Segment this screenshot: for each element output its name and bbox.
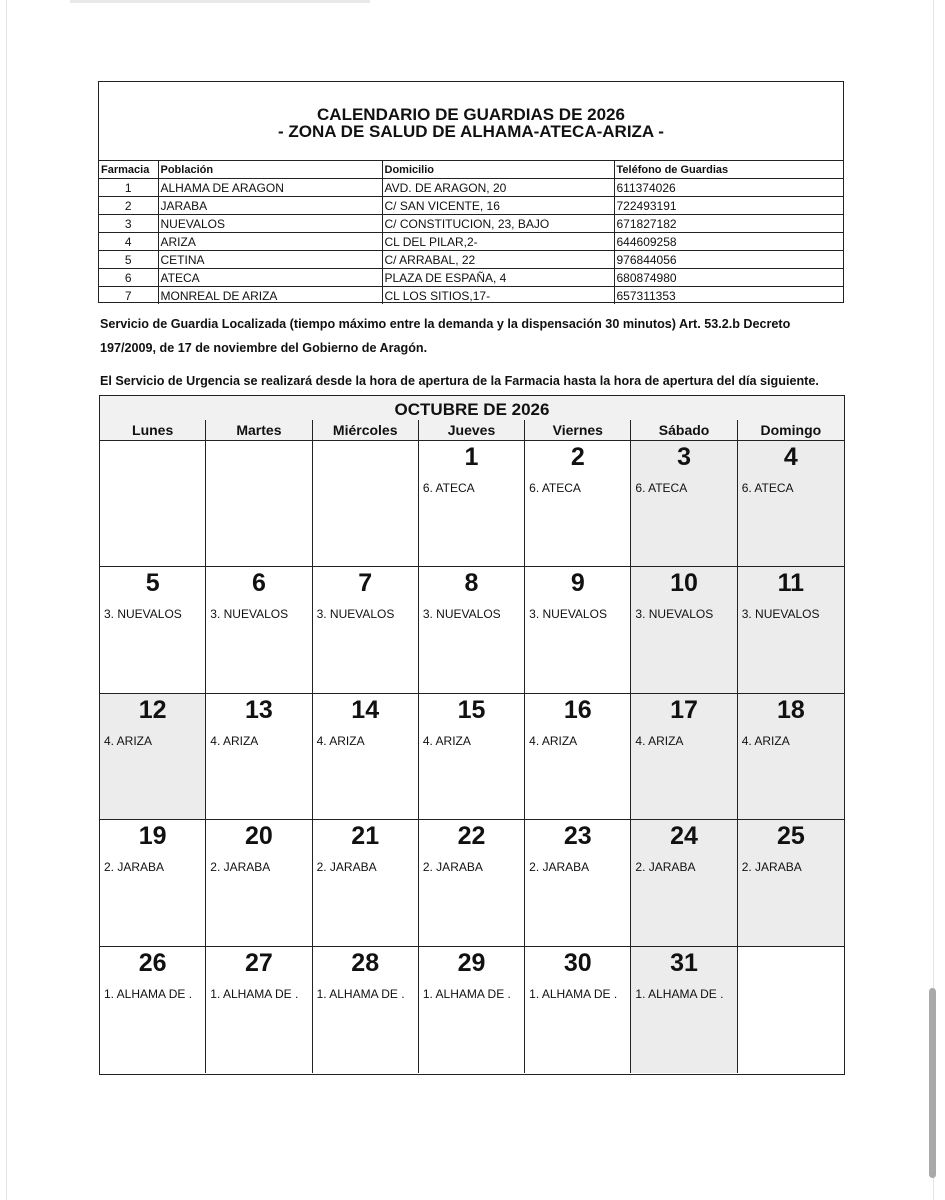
day-number: 15 [457, 695, 486, 724]
day-number: 31 [670, 948, 698, 977]
day-number: 14 [351, 695, 380, 724]
pharmacy-phone: 680874980 [614, 269, 843, 287]
calendar-day-cell [525, 567, 631, 693]
duty-pharmacy: 2. JARABA [422, 860, 483, 875]
pharmacy-number: 4 [99, 233, 158, 251]
guard-service-note-line2: 197/2009, de 17 de noviembre del Gobierno de Aragón. [100, 341, 428, 355]
day-number: 6 [251, 569, 266, 598]
duty-pharmacy: 1. ALHAMA DE . [422, 986, 511, 1001]
day-number: 3 [677, 443, 692, 471]
table-row [99, 179, 843, 197]
duty-pharmacy: 1. ALHAMA DE . [210, 986, 299, 1001]
duty-pharmacy: 1. ALHAMA DE . [104, 986, 193, 1001]
calendar-day-cell [631, 820, 737, 946]
calendar-day-cell [525, 820, 631, 946]
duty-pharmacy: 6. ATECA [741, 481, 794, 495]
schedule-header-box [98, 81, 844, 303]
calendar-day-cell [738, 820, 844, 946]
duty-pharmacy: 6. ATECA [529, 481, 581, 495]
pharmacy-number: 1 [99, 179, 158, 197]
duty-pharmacy: 6. ATECA [422, 481, 475, 495]
calendar-day-cell [206, 694, 312, 820]
duty-pharmacy: 1. ALHAMA DE . [529, 986, 618, 1001]
calendar-day-cell [100, 441, 206, 567]
duty-pharmacy: 3. NUEVALOS [316, 607, 395, 622]
duty-pharmacy: 2. JARABA [316, 860, 377, 875]
calendar-day-cell [525, 947, 631, 1073]
weekday-label: Miércoles [313, 420, 419, 440]
calendar-day-cell [313, 947, 419, 1073]
calendar-day-cell [631, 567, 737, 693]
pharmacy-number: 3 [99, 215, 158, 233]
duty-pharmacy: 6. ATECA [635, 481, 688, 495]
duty-calendar [99, 395, 845, 1075]
weekday-label: Domingo [760, 422, 822, 438]
duty-pharmacy: 3. NUEVALOS [741, 607, 820, 622]
calendar-day-cell [419, 441, 525, 567]
calendar-day-cell [100, 947, 206, 1073]
pharmacy-address: CL LOS SITIOS,17- [382, 287, 614, 305]
day-number: 11 [777, 569, 805, 598]
day-number: 13 [245, 695, 273, 724]
weekday-label: Lunes [100, 420, 206, 440]
pharmacy-town: MONREAL DE ARIZA [158, 287, 382, 305]
column-header-poblacion: Población [158, 161, 382, 179]
day-number: 30 [563, 948, 592, 977]
duty-pharmacy: 4. ARIZA [210, 733, 259, 748]
pharmacy-address: AVD. DE ARAGON, 20 [382, 179, 614, 197]
day-number: 23 [563, 822, 592, 851]
pharmacy-number: 5 [99, 251, 158, 269]
day-number: 8 [464, 569, 479, 598]
scrollbar-thumb[interactable] [929, 988, 936, 1178]
weekday-label: Sábado [631, 420, 737, 440]
duty-pharmacy: 1. ALHAMA DE . [635, 986, 724, 1001]
calendar-day-cell [206, 441, 312, 567]
day-number: 5 [145, 569, 160, 598]
pharmacy-table [99, 160, 843, 304]
column-header-domicilio: Domicilio [382, 161, 614, 179]
pharmacy-address: C/ SAN VICENTE, 16 [382, 197, 614, 215]
day-number: 20 [245, 822, 273, 851]
duty-pharmacy: 4. ARIZA [422, 733, 471, 748]
pharmacy-phone: 644609258 [614, 233, 843, 251]
calendar-day-cell [419, 947, 525, 1073]
day-number: 18 [776, 695, 805, 724]
day-number: 27 [245, 948, 273, 977]
day-number: 28 [351, 948, 380, 977]
calendar-day-cell [313, 694, 419, 820]
calendar-day-cell [419, 820, 525, 946]
pharmacy-town: ATECA [158, 269, 382, 287]
pharmacy-address: C/ CONSTITUCION, 23, BAJO [382, 215, 614, 233]
pharmacy-phone: 611374026 [614, 179, 843, 197]
calendar-day-cell [206, 820, 312, 946]
table-row [99, 215, 843, 233]
weekday-header-row [100, 420, 844, 441]
calendar-day-cell [100, 694, 206, 820]
guard-service-note-line1: Servicio de Guardia Localizada (tiempo máximo entre la demanda y la dispensación 30 minutos) Art. 53.2.b Decreto [100, 317, 791, 331]
day-number: 12 [138, 695, 167, 724]
calendar-day-cell [631, 947, 737, 1073]
pharmacy-number: 7 [99, 287, 158, 305]
pharmacy-address: C/ ARRABAL, 22 [382, 251, 614, 269]
duty-pharmacy: 4. ARIZA [741, 733, 790, 748]
document-subtitle: - ZONA DE SALUD DE ALHAMA-ATECA-ARIZA - [278, 122, 664, 141]
pharmacy-town: JARABA [158, 197, 382, 215]
weekday-label: Viernes [525, 420, 631, 440]
day-number: 10 [670, 569, 698, 598]
calendar-day-cell [206, 567, 312, 693]
pharmacy-number: 6 [99, 269, 158, 287]
day-number: 17 [670, 695, 698, 724]
calendar-day-cell [631, 694, 737, 820]
pharmacy-phone: 976844056 [614, 251, 843, 269]
table-row [99, 197, 843, 215]
pharmacy-phone: 722493191 [614, 197, 843, 215]
calendar-day-cell [100, 820, 206, 946]
column-header-farmacia: Farmacia [99, 161, 158, 179]
calendar-day-cell [206, 947, 312, 1073]
day-number: 25 [776, 822, 805, 851]
day-number: 19 [138, 822, 167, 851]
duty-pharmacy: 3. NUEVALOS [422, 607, 501, 622]
calendar-day-cell [738, 947, 844, 1073]
day-number: 1 [464, 443, 479, 471]
calendar-day-cell [738, 694, 844, 820]
duty-pharmacy: 2. JARABA [210, 860, 271, 875]
day-number: 21 [351, 822, 380, 851]
day-number: 9 [570, 569, 585, 598]
calendar-day-cell [419, 694, 525, 820]
day-number: 26 [138, 948, 167, 977]
pharmacy-town: ARIZA [158, 233, 382, 251]
table-row [99, 287, 843, 305]
duty-pharmacy: 4. ARIZA [104, 733, 153, 748]
duty-pharmacy: 2. JARABA [635, 860, 696, 875]
duty-pharmacy: 2. JARABA [529, 860, 590, 875]
pharmacy-address: PLAZA DE ESPAÑA, 4 [382, 269, 614, 287]
table-row [99, 251, 843, 269]
pharmacy-town: CETINA [158, 251, 382, 269]
pharmacy-town: NUEVALOS [158, 215, 382, 233]
calendar-day-cell [738, 441, 844, 567]
duty-pharmacy: 4. ARIZA [635, 733, 684, 748]
pharmacy-phone: 657311353 [616, 288, 676, 303]
pharmacy-phone: 671827182 [614, 215, 843, 233]
calendar-day-cell [525, 441, 631, 567]
pharmacy-table-header [99, 161, 843, 179]
duty-pharmacy: 2. JARABA [104, 860, 165, 875]
calendar-month-title: OCTUBRE DE 2026 [100, 396, 844, 421]
day-number: 29 [457, 948, 486, 977]
day-number: 7 [358, 569, 373, 598]
calendar-day-cell [313, 820, 419, 946]
calendar-grid [100, 441, 844, 1073]
day-number: 16 [563, 695, 592, 724]
duty-pharmacy: 3. NUEVALOS [104, 607, 182, 622]
calendar-day-cell [313, 567, 419, 693]
duty-pharmacy: 1. ALHAMA DE . [316, 986, 405, 1001]
viewer-top-strip [70, 0, 370, 3]
duty-pharmacy: 4. ARIZA [316, 733, 365, 748]
day-number: 22 [457, 822, 486, 851]
calendar-day-cell [313, 441, 419, 567]
pharmacy-number: 2 [99, 197, 158, 215]
calendar-day-cell [525, 694, 631, 820]
pharmacy-address: CL DEL PILAR,2- [382, 233, 614, 251]
column-header-telefono: Teléfono de Guardias [614, 161, 843, 179]
duty-pharmacy: 3. NUEVALOS [635, 607, 714, 622]
calendar-day-cell [631, 441, 737, 567]
calendar-day-cell [738, 567, 844, 693]
duty-pharmacy: 3. NUEVALOS [210, 607, 289, 622]
document-title: CALENDARIO DE GUARDIAS DE 2026 [317, 105, 625, 124]
urgency-service-note: El Servicio de Urgencia se realizará desde la hora de apertura de la Farmacia hasta la hora de apertura del día siguiente. [100, 374, 819, 388]
duty-pharmacy: 3. NUEVALOS [529, 607, 607, 622]
day-number: 24 [670, 822, 698, 851]
calendar-day-cell [419, 567, 525, 693]
table-row [99, 269, 843, 287]
weekday-label: Jueves [419, 420, 525, 440]
calendar-day-cell [100, 567, 206, 693]
duty-pharmacy: 4. ARIZA [529, 733, 578, 748]
day-number: 2 [570, 443, 585, 471]
table-row [99, 233, 843, 251]
weekday-label: Martes [206, 420, 312, 440]
duty-pharmacy: 2. JARABA [741, 860, 802, 875]
guard-service-note [100, 312, 860, 360]
pharmacy-town: ALHAMA DE ARAGON [158, 179, 382, 197]
day-number: 4 [783, 443, 798, 471]
